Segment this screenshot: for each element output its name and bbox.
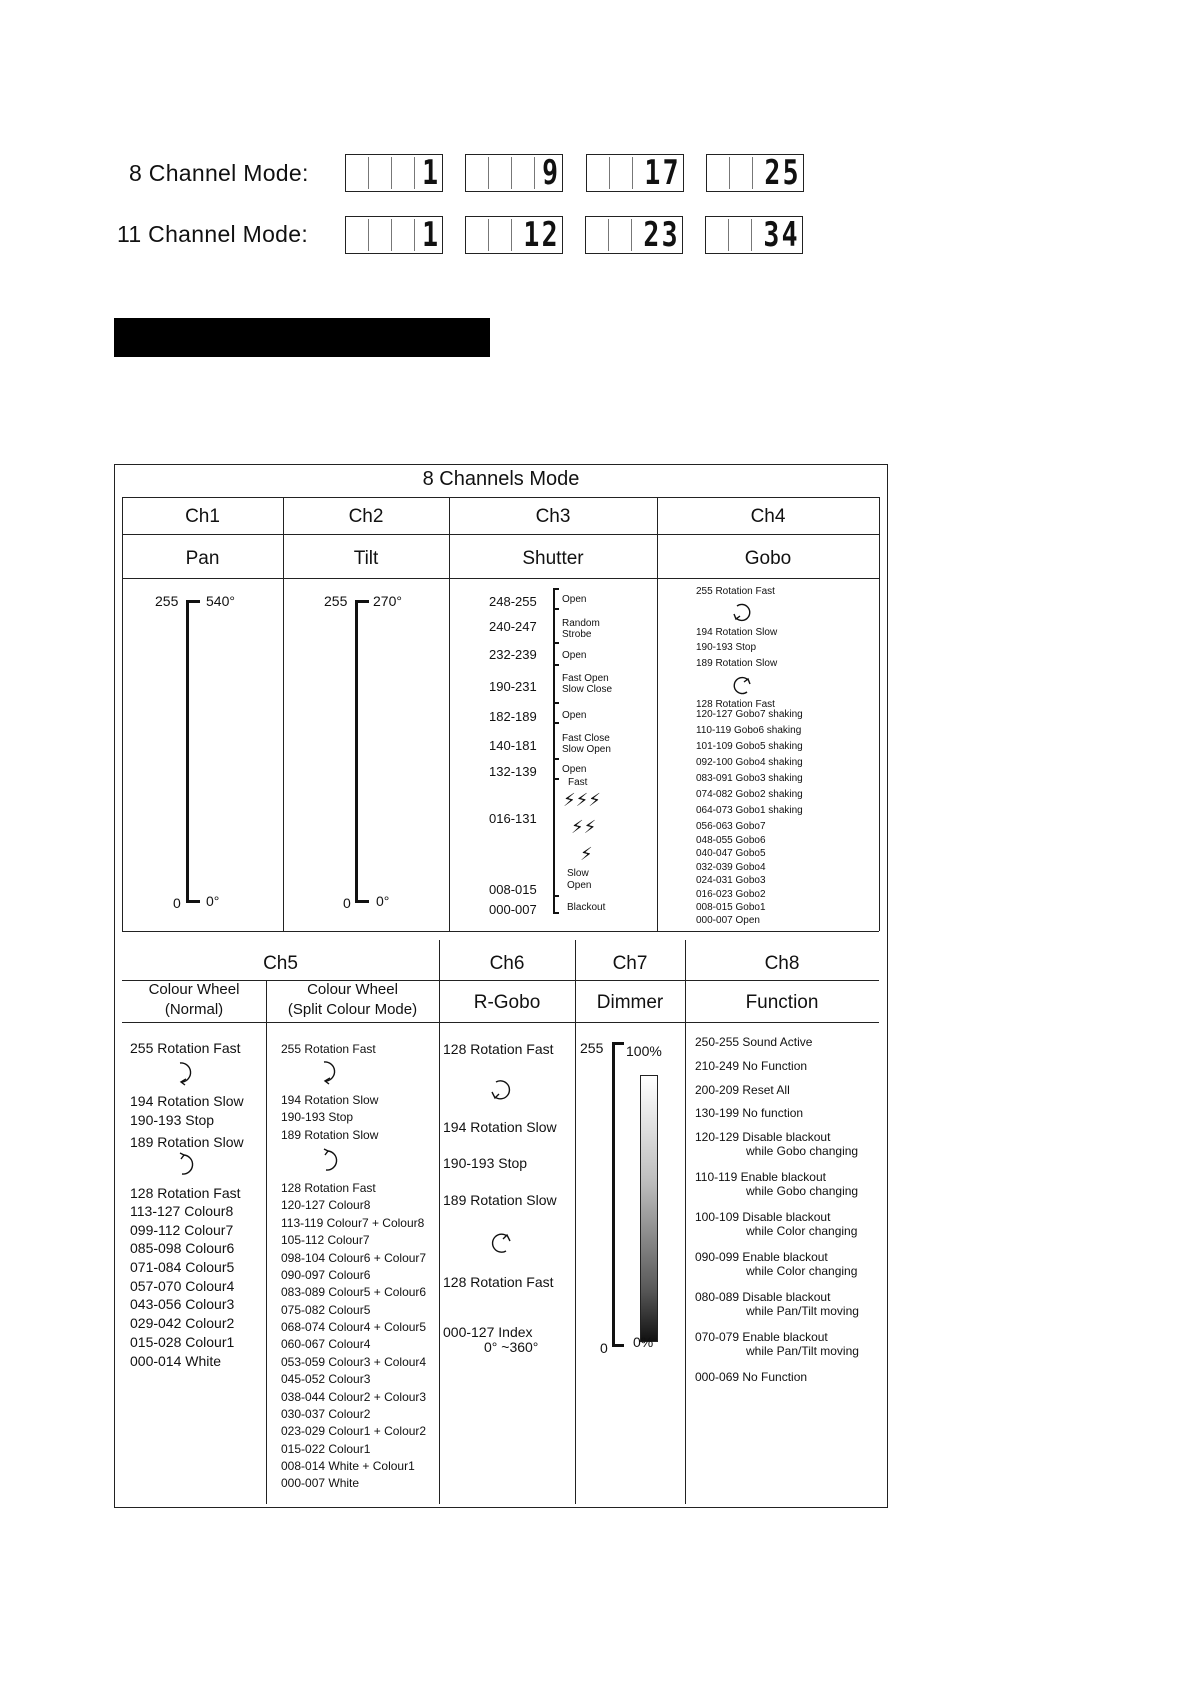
grid-line	[266, 980, 267, 1504]
gobo-rotation-fast: 255 Rotation Fast	[696, 586, 775, 597]
address-display: 1	[345, 216, 443, 254]
header-colour-wheel-split: (Split Colour Mode)	[287, 1001, 418, 1018]
tilt-scale-cap	[355, 900, 369, 903]
rotate-ccw-icon	[731, 602, 753, 624]
header-ch5: Ch5	[263, 953, 298, 974]
address-display: 12	[465, 216, 563, 254]
header-ch8: Ch8	[764, 953, 800, 974]
cws-rotation-slow: 189 Rotation Slow	[281, 1128, 379, 1142]
pan-scale-cap	[186, 900, 200, 903]
header-colour-wheel-normal: (Normal)	[164, 1001, 224, 1018]
rotate-cw-icon	[489, 1230, 513, 1256]
header-ch4: Ch4	[750, 506, 786, 527]
rgobo-rotation-slow: 194 Rotation Slow	[443, 1119, 557, 1135]
gobo-rotation-slow: 189 Rotation Slow	[696, 658, 778, 669]
dimmer-gradient	[640, 1075, 658, 1342]
grid-line	[879, 497, 880, 931]
tilt-scale	[355, 600, 358, 903]
rgobo-stop: 190-193 Stop	[443, 1155, 528, 1171]
shutter-tick	[553, 642, 559, 644]
header-ch2: Ch2	[348, 506, 384, 527]
cws-item: 038-044 Colour2 + Colour3	[281, 1390, 427, 1404]
cws-rotation-fast: 128 Rotation Fast	[281, 1181, 376, 1195]
rgobo-rotation-fast: 128 Rotation Fast	[443, 1041, 554, 1057]
function-item-detail: while Gobo changing	[746, 1184, 859, 1198]
shutter-label: Blackout	[567, 902, 606, 913]
lightning-fast-icon: ⚡⚡⚡	[563, 790, 601, 810]
function-item: 100-109 Disable blackout	[695, 1210, 831, 1224]
shutter-label: Random	[562, 618, 600, 629]
cws-item: 023-029 Colour1 + Colour2	[281, 1424, 427, 1438]
grid-line	[122, 534, 879, 535]
address-display: 23	[585, 216, 683, 254]
shutter-bracket	[553, 588, 555, 914]
cws-stop: 190-193 Stop	[281, 1110, 354, 1124]
cw-item: 113-127 Colour8	[130, 1203, 234, 1219]
grid-line	[122, 578, 879, 579]
cw-item: 029-042 Colour2	[130, 1315, 235, 1331]
header-gobo: Gobo	[744, 548, 792, 569]
cw-item: 099-112 Colour7	[130, 1222, 234, 1238]
header-ch6: Ch6	[489, 953, 525, 974]
gobo-item: 048-055 Gobo6	[696, 835, 766, 846]
gobo-item: 032-039 Gobo4	[696, 862, 766, 873]
header-rgobo: R-Gobo	[473, 992, 541, 1013]
rotate-cw-icon	[731, 674, 753, 696]
shutter-label: Slow	[567, 868, 589, 879]
shutter-label: Open	[567, 880, 592, 891]
shutter-tick	[553, 895, 559, 897]
cws-item: 083-089 Colour5 + Colour6	[281, 1285, 427, 1299]
cws-item: 113-119 Colour7 + Colour8	[281, 1216, 425, 1230]
rgobo-rotation-fast: 128 Rotation Fast	[443, 1274, 554, 1290]
grid-line	[122, 1022, 879, 1023]
gobo-rotation-fast: 128 Rotation Fast	[696, 699, 775, 710]
address-display: 1	[345, 154, 443, 192]
shutter-label: Open	[562, 650, 587, 661]
shutter-range: 132-139	[489, 764, 537, 779]
cws-item: 105-112 Colour7	[281, 1233, 370, 1247]
cws-item: 090-097 Colour6	[281, 1268, 371, 1282]
rgobo-index: 000-127 Index	[443, 1324, 533, 1340]
function-item: 070-079 Enable blackout	[695, 1330, 828, 1344]
gobo-item: 064-073 Gobo1 shaking	[696, 805, 803, 816]
mode-8-label: 8 Channel Mode:	[129, 160, 309, 186]
function-item: 090-099 Enable blackout	[695, 1250, 828, 1264]
rotate-cw-icon	[174, 1058, 198, 1086]
lightning-medium-icon: ⚡⚡	[571, 817, 597, 837]
header-dimmer: Dimmer	[596, 992, 664, 1013]
pan-max-degree: 540°	[206, 593, 235, 609]
mode-11-label: 11 Channel Mode:	[117, 221, 309, 247]
cw-item: 000-014 White	[130, 1353, 222, 1369]
shutter-range: 182-189	[489, 709, 537, 724]
function-item: 210-249 No Function	[695, 1059, 808, 1073]
table-title: 8 Channels Mode	[422, 468, 580, 490]
rotate-ccw-icon	[489, 1077, 513, 1103]
lightning-slow-icon: ⚡	[580, 844, 593, 864]
function-item: 080-089 Disable blackout	[695, 1290, 831, 1304]
shutter-label: Fast	[568, 777, 588, 788]
rotate-ccw-icon	[318, 1146, 342, 1174]
function-item: 110-119 Enable blackout	[695, 1170, 826, 1184]
section-heading-bar	[114, 318, 490, 357]
shutter-range: 008-015	[489, 882, 537, 897]
header-ch3: Ch3	[535, 506, 571, 527]
shutter-label: Strobe	[562, 629, 592, 640]
shutter-tick	[553, 664, 559, 666]
cw-rotation-fast: 255 Rotation Fast	[130, 1040, 241, 1056]
cw-rotation-slow: 194 Rotation Slow	[130, 1093, 244, 1109]
function-item: 120-129 Disable blackout	[695, 1130, 831, 1144]
cw-rotation-fast: 128 Rotation Fast	[130, 1185, 241, 1201]
gobo-item: 008-015 Gobo1	[696, 902, 766, 913]
gobo-item: 056-063 Gobo7	[696, 821, 766, 832]
function-item: 130-199 No function	[695, 1106, 804, 1120]
cws-rotation-fast: 255 Rotation Fast	[281, 1042, 376, 1056]
dimmer-min-value: 0	[600, 1340, 608, 1356]
dimmer-scale-cap	[612, 1344, 624, 1347]
tilt-min-degree: 0°	[376, 893, 390, 909]
pan-min-value: 0	[173, 895, 181, 911]
header-ch1: Ch1	[185, 506, 220, 527]
cw-stop: 190-193 Stop	[130, 1112, 215, 1128]
cws-item: 068-074 Colour4 + Colour5	[281, 1320, 427, 1334]
shutter-label: Slow Open	[562, 744, 611, 755]
gobo-stop: 190-193 Stop	[696, 642, 757, 653]
cws-item: 060-067 Colour4	[281, 1337, 371, 1351]
rgobo-rotation-slow: 189 Rotation Slow	[443, 1192, 557, 1208]
grid-line	[575, 940, 576, 1504]
cws-item: 053-059 Colour3 + Colour4	[281, 1355, 427, 1369]
cws-item: 098-104 Colour6 + Colour7	[281, 1251, 427, 1265]
shutter-label: Open	[562, 594, 587, 605]
header-function: Function	[745, 992, 819, 1013]
dimmer-scale	[612, 1042, 615, 1347]
header-colour-wheel-split: Colour Wheel	[307, 981, 398, 998]
rotate-cw-icon	[318, 1057, 342, 1085]
header-colour-wheel-normal: Colour Wheel	[148, 981, 240, 998]
function-item-detail: while Color changing	[746, 1264, 858, 1278]
shutter-range: 140-181	[489, 738, 537, 753]
function-item-detail: while Gobo changing	[746, 1144, 859, 1158]
shutter-range: 240-247	[489, 619, 537, 634]
pan-max-value: 255	[155, 593, 179, 609]
tilt-max-degree: 270°	[373, 593, 402, 609]
rotate-ccw-icon	[174, 1150, 198, 1178]
grid-line	[439, 940, 440, 1504]
shutter-label: Fast Open	[562, 673, 609, 684]
gobo-rotation-slow: 194 Rotation Slow	[696, 627, 778, 638]
function-item-detail: while Pan/Tilt moving	[746, 1344, 859, 1358]
cw-item: 015-028 Colour1	[130, 1334, 235, 1350]
cws-item: 015-022 Colour1	[281, 1442, 371, 1456]
shutter-range: 248-255	[489, 594, 537, 609]
cws-item: 008-014 White + Colour1	[281, 1459, 415, 1473]
gobo-item: 016-023 Gobo2	[696, 889, 766, 900]
gobo-item: 083-091 Gobo3 shaking	[696, 773, 803, 784]
header-shutter: Shutter	[522, 548, 584, 569]
grid-line	[685, 940, 686, 1504]
cws-rotation-slow: 194 Rotation Slow	[281, 1093, 379, 1107]
cws-item: 045-052 Colour3	[281, 1372, 371, 1386]
shutter-range: 000-007	[489, 902, 537, 917]
dimmer-min-percent: 0%	[633, 1334, 654, 1350]
gobo-item: 000-007 Open	[696, 915, 760, 926]
cw-item: 085-098 Colour6	[130, 1240, 235, 1256]
address-display: 25	[706, 154, 804, 192]
shutter-range: 016-131	[489, 811, 537, 826]
address-display: 9	[465, 154, 563, 192]
shutter-tick	[553, 758, 559, 760]
cws-item: 075-082 Colour5	[281, 1303, 371, 1317]
grid-line	[122, 497, 879, 498]
gobo-item: 024-031 Gobo3	[696, 875, 766, 886]
cws-item: 030-037 Colour2	[281, 1407, 371, 1421]
cws-item: 120-127 Colour8	[281, 1198, 371, 1212]
cw-item: 043-056 Colour3	[130, 1296, 235, 1312]
cw-item: 057-070 Colour4	[130, 1278, 235, 1294]
shutter-tick	[553, 608, 559, 610]
function-item-detail: while Color changing	[746, 1224, 858, 1238]
shutter-label: Fast Close	[562, 733, 610, 744]
shutter-tick	[553, 912, 559, 914]
shutter-label: Open	[562, 710, 587, 721]
header-pan: Pan	[185, 548, 220, 569]
cw-rotation-slow: 189 Rotation Slow	[130, 1134, 244, 1150]
dimmer-max-percent: 100%	[626, 1043, 662, 1059]
function-item: 250-255 Sound Active	[695, 1035, 813, 1049]
rgobo-index-range: 0° ~360°	[484, 1339, 539, 1355]
gobo-item: 110-119 Gobo6 shaking	[696, 725, 802, 736]
header-ch7: Ch7	[612, 953, 648, 974]
grid-line	[122, 931, 879, 932]
pan-min-degree: 0°	[206, 893, 220, 909]
tilt-min-value: 0	[343, 895, 351, 911]
function-item: 000-069 No Function	[695, 1370, 808, 1384]
gobo-item: 120-127 Gobo7 shaking	[696, 709, 803, 720]
cws-item: 000-007 White	[281, 1476, 360, 1490]
cw-item: 071-084 Colour5	[130, 1259, 235, 1275]
address-display: 17	[586, 154, 684, 192]
dimmer-max-value: 255	[580, 1040, 604, 1056]
shutter-tick	[553, 588, 559, 590]
shutter-label: Slow Close	[562, 684, 613, 695]
shutter-range: 232-239	[489, 647, 537, 662]
function-item: 200-209 Reset All	[695, 1083, 790, 1097]
shutter-tick	[553, 778, 559, 780]
pan-scale	[186, 600, 189, 903]
gobo-item: 092-100 Gobo4 shaking	[696, 757, 803, 768]
gobo-item: 074-082 Gobo2 shaking	[696, 789, 803, 800]
shutter-tick	[553, 702, 559, 704]
gobo-item: 040-047 Gobo5	[696, 848, 766, 859]
gobo-item: 101-109 Gobo5 shaking	[696, 741, 803, 752]
address-display: 34	[705, 216, 803, 254]
shutter-label: Open	[562, 764, 587, 775]
function-item-detail: while Pan/Tilt moving	[746, 1304, 859, 1318]
header-tilt: Tilt	[353, 548, 379, 569]
shutter-range: 190-231	[489, 679, 537, 694]
shutter-tick	[553, 722, 559, 724]
tilt-max-value: 255	[324, 593, 348, 609]
